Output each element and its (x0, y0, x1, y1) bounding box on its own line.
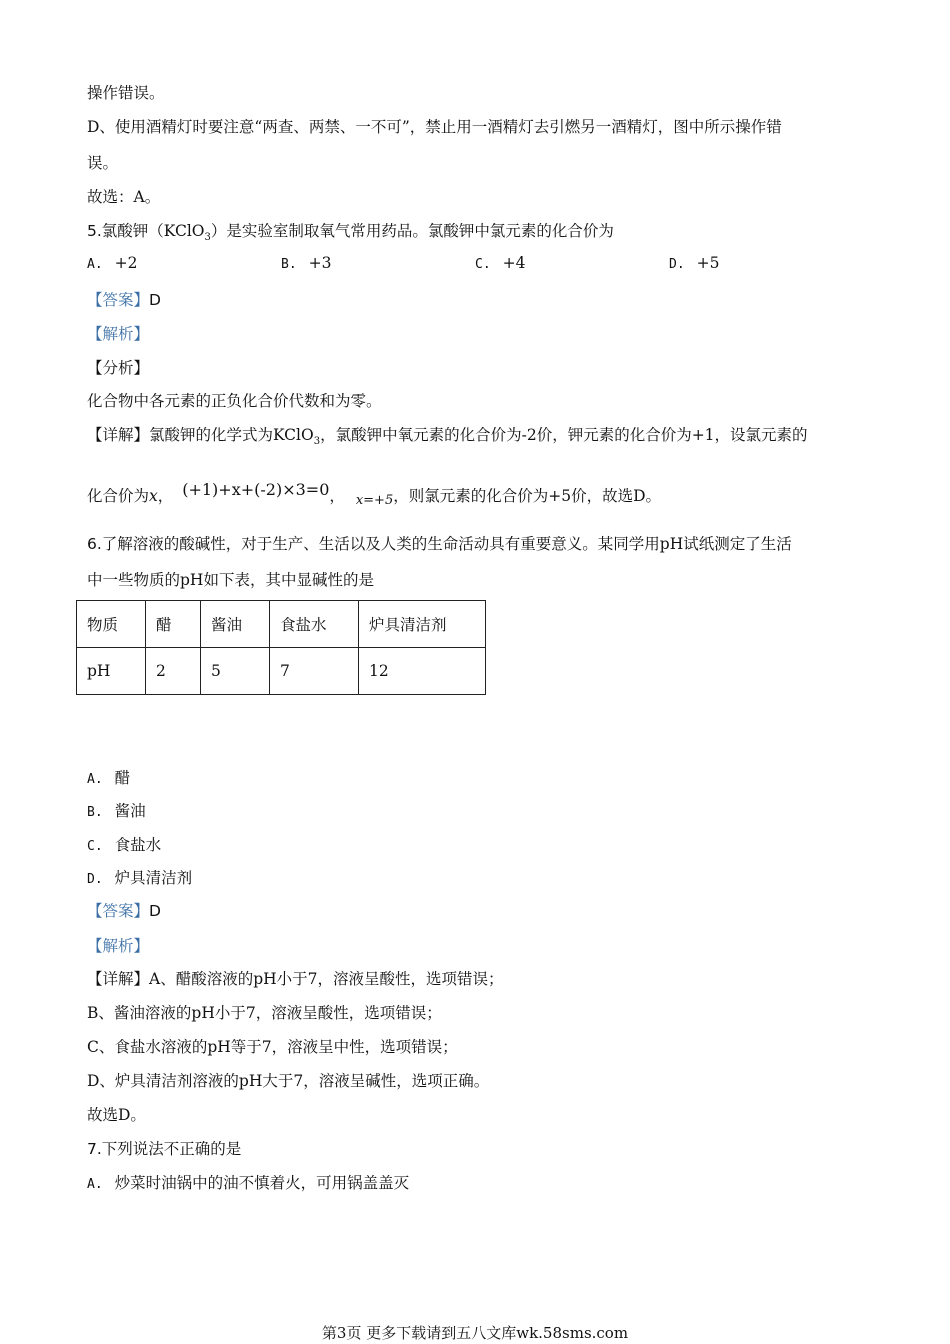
text-line: 操作错误。 (87, 84, 165, 102)
option-a: A. 炒菜时油锅中的油不慎着火，可用锅盖盖灭 (87, 1174, 410, 1192)
question-6-stem-2: 中一些物质的pH如下表，其中显碱性的是 (87, 571, 374, 589)
fenxi-text: 化合物中各元素的正负化合价代数和为零。 (87, 392, 382, 410)
question-5-stem: 5.氯酸钾（KClO$_3$）是实验室制取氧气常用药品。氯酸钾中氯元素的化合价为 (87, 222, 614, 244)
question-number: 6. (87, 535, 102, 553)
detail-line: 【详解】氯酸钾的化学式为KClO$_3$，氯酸钾中氧元素的化合价为-2价，钾元素的化合价为+1，设氯元素的 (87, 426, 808, 448)
table-cell: 醋 (146, 601, 201, 648)
detail-line: C、食盐水溶液的pH等于7，溶液呈中性，选项错误； (87, 1038, 458, 1056)
table-cell: 5 (201, 648, 270, 695)
answer-line (87, 288, 161, 310)
table-row (77, 648, 486, 695)
conclusion: 故选D。 (87, 1106, 146, 1124)
fenxi-tag: 【分析】 (87, 359, 150, 377)
option-d: D. +5 (669, 254, 720, 272)
analysis-tag: 【解析】 (87, 325, 150, 343)
detail-line-2: 化合价为x， (+1)+x+(-2)×3=0， x=+5，则氯元素的化合价为+5价，故选D。 (87, 480, 661, 508)
table-cell: 炉具清洁剂 (359, 601, 486, 648)
detail-line: B、酱油溶液的pH小于7，溶液呈酸性，选项错误； (87, 1004, 442, 1022)
table-cell: 2 (146, 648, 201, 695)
answer-value: D (149, 902, 161, 920)
table-cell: 12 (359, 648, 486, 695)
option-b: B. 酱油 (87, 802, 146, 820)
detail-line: 【详解】A、醋酸溶液的pH小于7，溶液呈酸性，选项错误； (87, 970, 504, 988)
table-cell: 酱油 (201, 601, 270, 648)
text-line: 误。 (87, 154, 119, 172)
detail-line: D、炉具清洁剂溶液的pH大于7，溶液呈碱性，选项正确。 (87, 1072, 490, 1090)
answer-line (87, 899, 161, 921)
text-line: 故选：A。 (87, 188, 161, 206)
equation: (+1)+x+(-2)×3=0 (182, 480, 330, 499)
option-a: A. +2 (87, 254, 138, 272)
option-c: C. +4 (475, 254, 526, 272)
page-footer: 第3页 更多下载请到五八文库wk.58sms.com (321, 1324, 629, 1342)
question-6-stem-1: 6.了解溶液的酸碱性，对于生产、生活以及人类的生命活动具有重要意义。某同学用pH试纸测定了生活 (87, 535, 792, 553)
text-line: D、使用酒精灯时要注意“两查、两禁、一不可”，禁止用一酒精灯去引燃另一酒精灯，图中所示操作错 (87, 118, 782, 136)
analysis-tag: 【解析】 (87, 937, 150, 955)
table-cell: 物质 (77, 601, 146, 648)
option-b: B. +3 (281, 254, 332, 272)
table-row (77, 601, 486, 648)
option-c: C. 食盐水 (87, 836, 162, 854)
question-number: 5. (87, 222, 102, 240)
question-number: 7. (87, 1140, 102, 1158)
question-7-stem: 7.下列说法不正确的是 (87, 1140, 242, 1158)
table-cell: 7 (270, 648, 359, 695)
option-d: D. 炉具清洁剂 (87, 869, 193, 887)
option-a: A. 醋 (87, 769, 131, 787)
answer-tag: 【答案】 (87, 902, 150, 920)
solution: x=+5 (355, 493, 394, 508)
answer-tag: 【答案】 (87, 291, 150, 309)
table-cell: 食盐水 (270, 601, 359, 648)
variable-x: x (149, 487, 158, 505)
ph-table (76, 600, 486, 695)
answer-value: D (149, 291, 161, 309)
table-cell: pH (77, 648, 146, 695)
